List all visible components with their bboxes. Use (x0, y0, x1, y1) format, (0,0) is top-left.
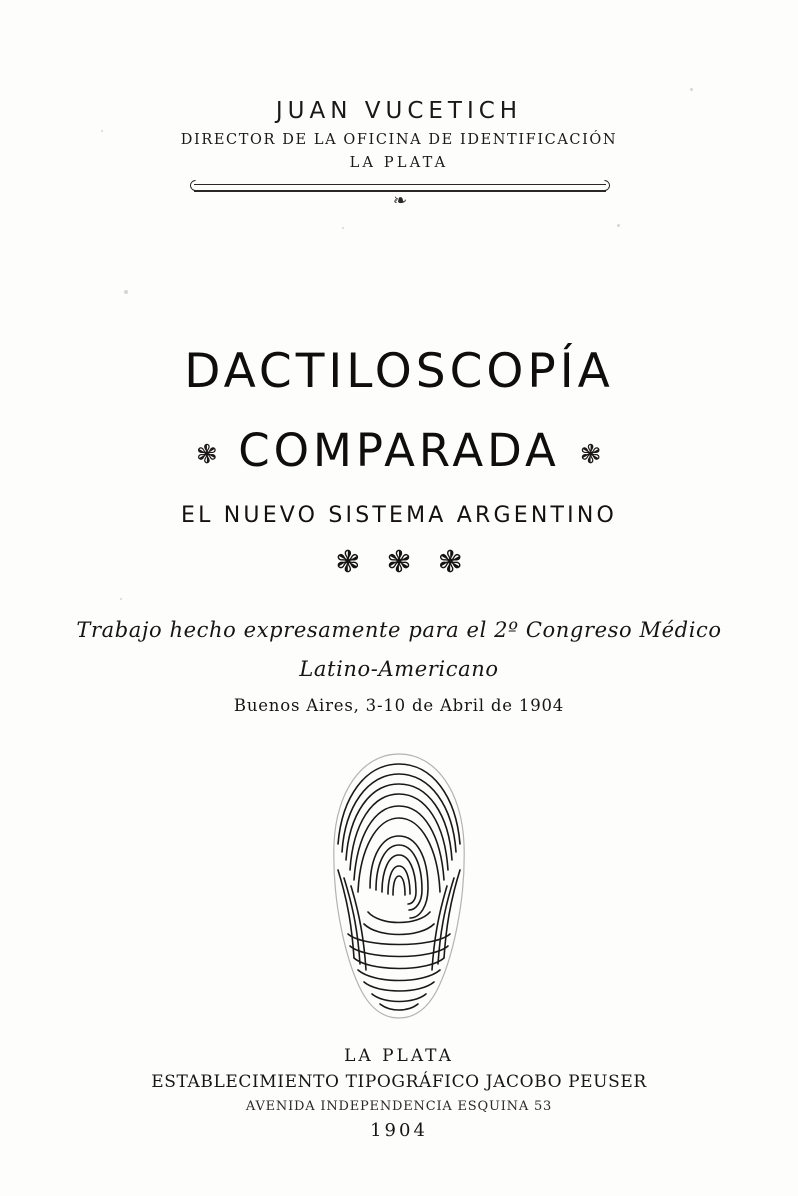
note-line-2: Latino-Americano (299, 657, 499, 681)
note-line-1: Trabajo hecho expresamente para el 2º Congreso Médico (76, 618, 722, 642)
scan-speck (120, 598, 122, 600)
scan-speck (617, 224, 620, 227)
ornamental-divider (190, 180, 610, 214)
note-line-3: Buenos Aires, 3-10 de Abril de 1904 (233, 696, 565, 715)
scan-speck (342, 227, 344, 229)
page-subtitle: EL NUEVO SISTEMA ARGENTINO (180, 503, 617, 528)
triple-ornament (0, 546, 798, 580)
page-title-line1: DACTILOSCOPÍA (184, 344, 614, 399)
divider-line-thin (194, 184, 606, 185)
page-title-line2-row (0, 424, 798, 477)
ornament-fingerprint-icon-1: ❃ (335, 545, 361, 580)
author-block (0, 98, 798, 171)
imprint-year: 1904 (370, 1120, 428, 1141)
author-name: JUAN VUCETICH (275, 98, 523, 124)
imprint-address: AVENIDA INDEPENDENCIA ESQUINA 53 (245, 1099, 553, 1114)
imprint-press: ESTABLECIMIENTO TIPOGRÁFICO JACOBO PEUSER (151, 1072, 647, 1092)
ornament-fingerprint-icon-3: ❃ (437, 545, 463, 580)
scan-speck (690, 88, 693, 91)
divider-ornament-icon: ❧ (392, 191, 408, 211)
ornament-fingerprint-icon-2: ❃ (386, 545, 412, 580)
flourish-left-icon: ❃ (196, 439, 219, 470)
flourish-right-icon: ❃ (579, 439, 602, 470)
fingerprint-illustration (324, 752, 474, 1020)
page-title-line2: COMPARADA (238, 424, 560, 477)
author-city: LA PLATA (349, 155, 449, 171)
scan-speck (124, 290, 128, 294)
author-role: DIRECTOR DE LA OFICINA DE IDENTIFICACIÓN (180, 132, 618, 148)
imprint-city: LA PLATA (344, 1046, 454, 1066)
